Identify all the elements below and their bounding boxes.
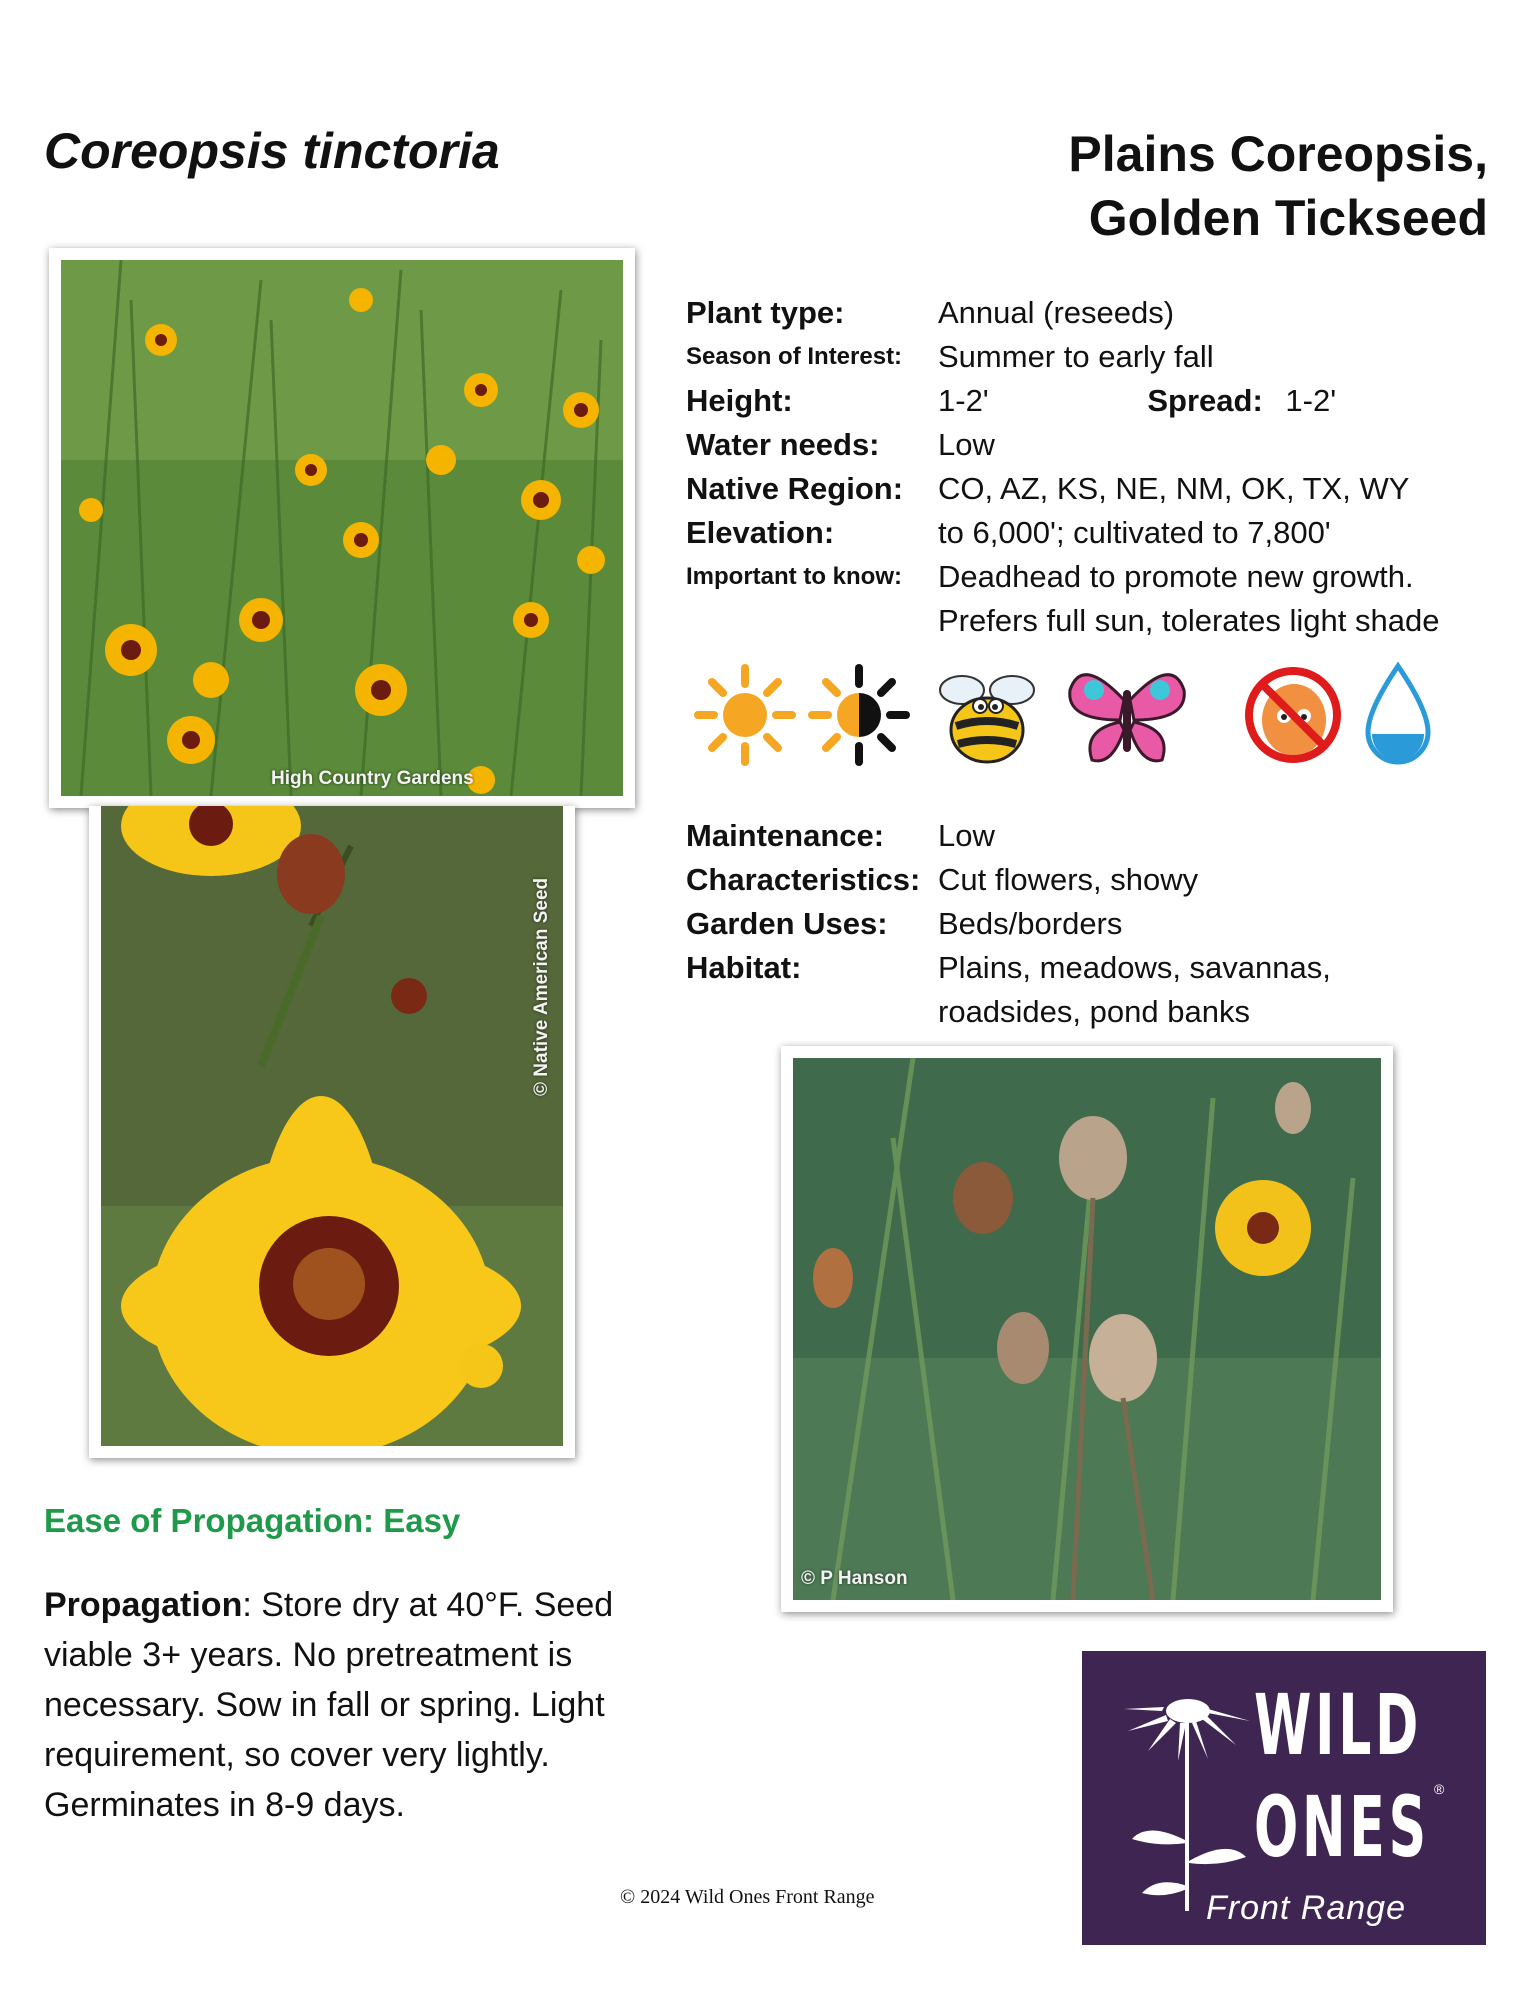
fact-elevation (686, 511, 1496, 555)
ease-of-propagation: Ease of Propagation: Easy (44, 1502, 461, 1539)
common-name (1068, 122, 1488, 250)
common-name-line-1: Plains Coreopsis, (1068, 126, 1488, 182)
fact-label: Garden Uses: (686, 906, 888, 941)
fact-important (686, 555, 1496, 599)
fact-season (686, 335, 1496, 379)
bee-icon (922, 660, 1052, 770)
coneflower-logo-icon (1118, 1671, 1258, 1921)
propagation-label: Propagation (44, 1586, 243, 1624)
fact-value: to 6,000'; cultivated to 7,800' (938, 515, 1331, 550)
common-name-line-2: Golden Tickseed (1088, 190, 1488, 246)
fact-habitat-continued: roadsides, pond banks (938, 994, 1250, 1029)
fact-value: Annual (reseeds) (938, 295, 1175, 330)
fact-region (686, 467, 1496, 511)
copyright-footer: © 2024 Wild Ones Front Range (620, 1886, 875, 1908)
fact-plant-type (686, 291, 1496, 335)
propagation-body: : Store dry at 40°F. Seed viable 3+ years. No pretreatment is necessary. Sow in fall or spring. Light requirement, so cover very lightly. Germinates in 8-9 days. (44, 1586, 614, 1824)
fact-label: Plant type: (686, 295, 845, 330)
full-sun-icon (690, 660, 800, 770)
fact-label: Elevation: (686, 515, 835, 550)
spread-value: 1-2' (1285, 383, 1337, 418)
fact-value: Cut flowers, showy (938, 862, 1199, 897)
fact-habitat (686, 946, 1496, 990)
fact-garden-uses (686, 902, 1496, 946)
plant-icons (690, 660, 1450, 780)
butterfly-icon (1062, 660, 1192, 770)
fact-maintenance (686, 814, 1496, 858)
fact-label: Habitat: (686, 950, 802, 985)
seedhead-photo-image (793, 1058, 1381, 1600)
spread-label: Spread: (1147, 383, 1263, 418)
logo-front-range: Front Range (1206, 1889, 1406, 1927)
fact-height (686, 379, 1496, 423)
deer-resistant-icon (1238, 660, 1348, 770)
bloom-photo (89, 806, 575, 1458)
water-drop-icon (1358, 660, 1438, 770)
plant-facts-secondary (686, 814, 1496, 1034)
height-value: 1-2' (938, 383, 989, 418)
fact-label: Native Region: (686, 471, 904, 506)
bloom-photo-image (101, 806, 563, 1446)
fact-value: Beds/borders (938, 906, 1123, 941)
part-sun-icon (804, 660, 914, 770)
fact-label: Height: (686, 383, 793, 418)
fact-label: Important to know: (686, 563, 902, 590)
right-photo-credit: © P Hanson (801, 1568, 908, 1589)
fact-important-continued: Prefers full sun, tolerates light shade (938, 603, 1440, 638)
logo-ones: ONES (1254, 1778, 1430, 1876)
fact-label: Water needs: (686, 427, 880, 462)
seedhead-photo (781, 1046, 1393, 1612)
plant-facts (686, 291, 1496, 643)
fact-label: Maintenance: (686, 818, 885, 853)
fact-label: Characteristics: (686, 862, 921, 897)
wild-ones-logo (1082, 1651, 1486, 1945)
middle-photo-credit: © Native American Seed (531, 877, 552, 1096)
fact-characteristics (686, 858, 1496, 902)
propagation-text (44, 1580, 684, 1830)
fact-label: Season of Interest: (686, 343, 903, 370)
fact-value: Plains, meadows, savannas, (938, 950, 1331, 985)
logo-registered: ® (1434, 1781, 1445, 1797)
fact-value: CO, AZ, KS, NE, NM, OK, TX, WY (938, 471, 1410, 506)
meadow-photo (49, 248, 635, 808)
top-photo-credit: High Country Gardens (271, 768, 474, 789)
meadow-photo-image (61, 260, 623, 796)
logo-wild: WILD (1254, 1676, 1423, 1774)
scientific-name: Coreopsis tinctoria (44, 123, 500, 179)
fact-value: Low (938, 427, 995, 462)
fact-water (686, 423, 1496, 467)
fact-value: Deadhead to promote new growth. (938, 559, 1414, 594)
fact-value: Low (938, 818, 995, 853)
fact-value: Summer to early fall (938, 339, 1214, 374)
